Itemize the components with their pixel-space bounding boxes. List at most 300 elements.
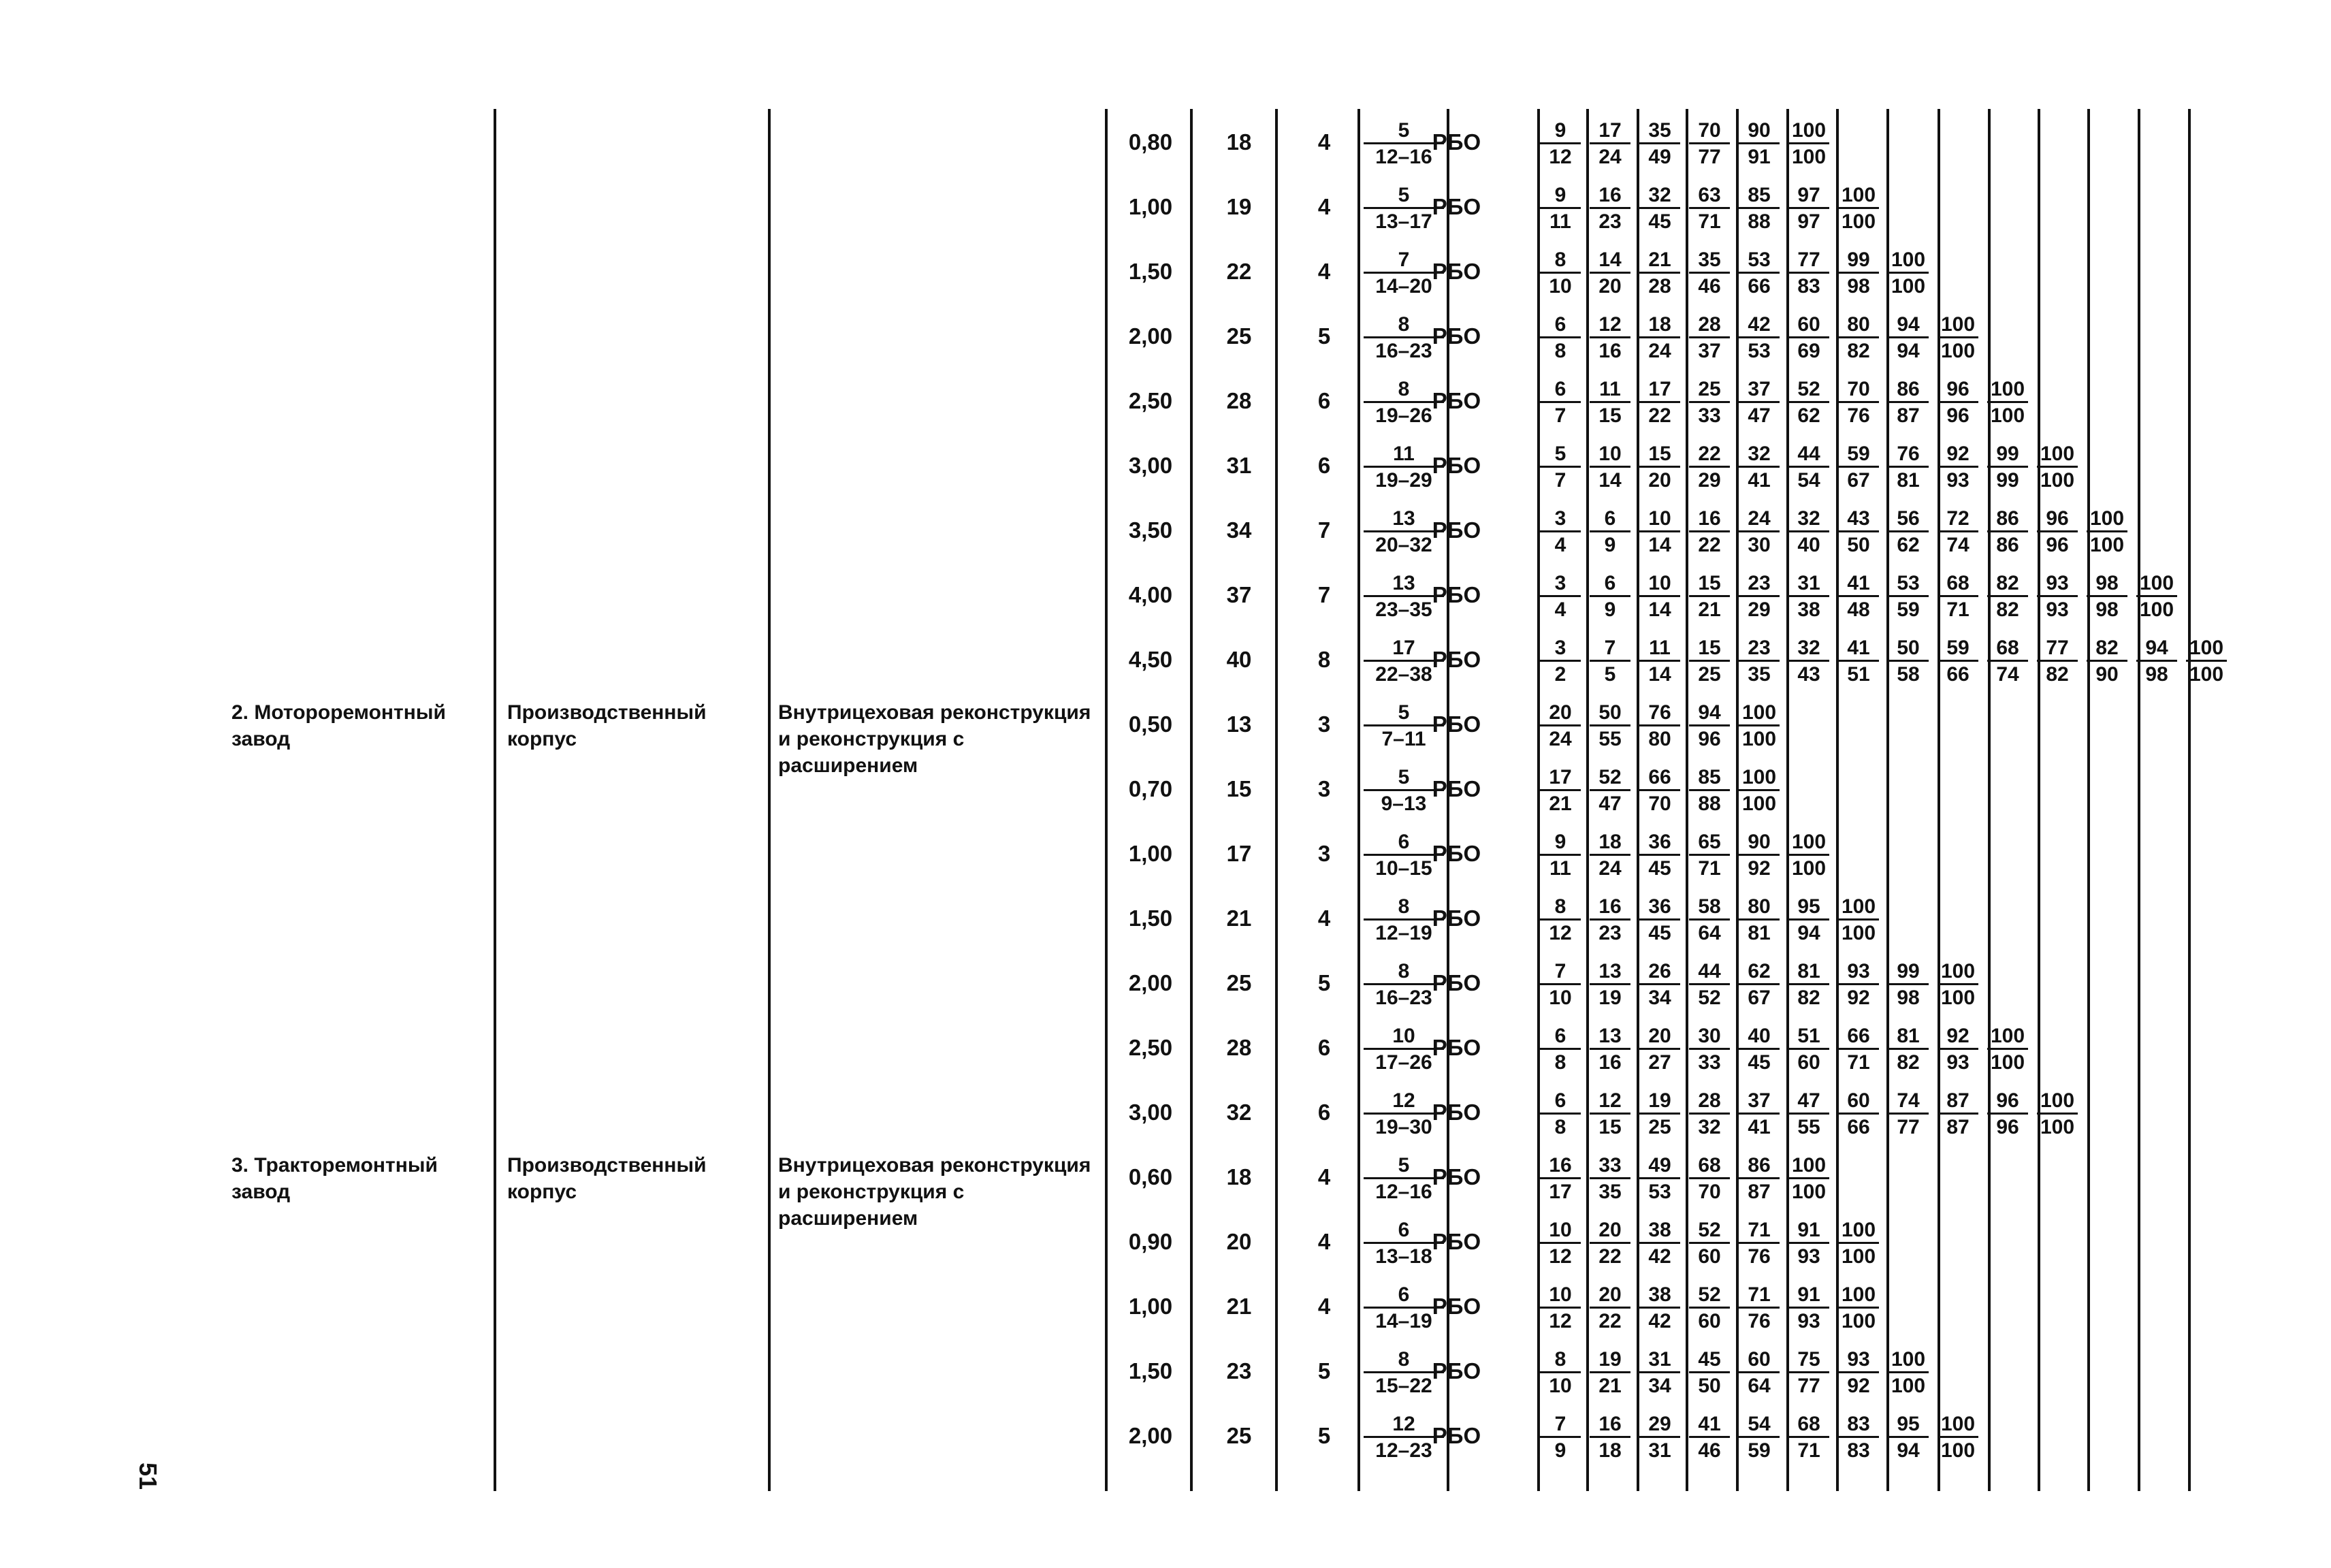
fraction-value — [1639, 1089, 1680, 1139]
coefficient-cell: 1,00 — [1128, 1294, 1173, 1319]
numerator: 10 — [1598, 443, 1622, 465]
fraction-value — [1888, 637, 1929, 686]
stage-count-cell: 4 — [1317, 129, 1331, 155]
stage-count-cell: 3 — [1317, 776, 1331, 801]
fraction-value — [1639, 895, 1680, 945]
denominator: 14–19 — [1364, 1307, 1444, 1333]
fraction-value — [1639, 1413, 1680, 1462]
numerator: 10 — [1549, 1283, 1572, 1306]
denominator: 74 — [1987, 660, 2028, 686]
numerator: 100 — [1841, 1219, 1876, 1241]
denominator: 58 — [1888, 660, 1929, 686]
denominator: 14 — [1639, 660, 1680, 686]
denominator: 34 — [1639, 983, 1680, 1010]
numerator: 17 — [1598, 119, 1622, 142]
fraction-value — [1689, 1154, 1730, 1204]
fraction-value — [1838, 1413, 1879, 1462]
numerator: 100 — [1990, 378, 2025, 400]
fraction-value — [1838, 184, 1879, 234]
numerator: 66 — [1648, 766, 1671, 788]
fraction-value — [1639, 701, 1680, 751]
denominator: 31 — [1639, 1436, 1680, 1462]
fraction-value — [1888, 1025, 1929, 1074]
numerator: 91 — [1797, 1283, 1820, 1306]
denominator: 8 — [1540, 1048, 1581, 1074]
fraction-value — [1540, 1025, 1581, 1074]
duration-cell: 22 — [1226, 259, 1252, 284]
numerator: 80 — [1847, 313, 1870, 336]
denominator: 45 — [1639, 918, 1680, 945]
fraction-value — [1590, 378, 1630, 428]
denominator: 40 — [1788, 530, 1829, 557]
fraction-value — [1739, 572, 1780, 622]
denominator: 14 — [1590, 466, 1630, 492]
denominator: 71 — [1838, 1048, 1879, 1074]
numerator: 96 — [1996, 1089, 2019, 1112]
numerator: 24 — [1748, 507, 1771, 530]
fraction-value — [1689, 572, 1730, 622]
method-cell: РБО — [1432, 1294, 1481, 1319]
fraction-value — [1788, 960, 1829, 1010]
stage-count-cell: 5 — [1317, 970, 1331, 995]
numerator: 6 — [1554, 1025, 1566, 1047]
denominator: 74 — [1938, 530, 1978, 557]
numerator: 47 — [1797, 1089, 1820, 1112]
coefficient-cell: 0,80 — [1128, 129, 1173, 155]
denominator: 10 — [1540, 1371, 1581, 1398]
denominator: 23–35 — [1364, 595, 1444, 622]
numerator: 13 — [1392, 572, 1415, 594]
fraction-value — [1639, 1154, 1680, 1204]
method-cell: РБО — [1432, 194, 1481, 219]
fraction-value — [1639, 1348, 1680, 1398]
fraction-value — [1739, 895, 1780, 945]
denominator: 11 — [1540, 854, 1581, 880]
denominator: 22 — [1689, 530, 1730, 557]
fraction-value — [1788, 443, 1829, 492]
fraction-value — [1788, 1348, 1829, 1398]
fraction-value — [1689, 184, 1730, 234]
coefficient-cell: 2,50 — [1128, 388, 1173, 413]
denominator: 33 — [1689, 401, 1730, 428]
numerator: 54 — [1748, 1413, 1771, 1435]
denominator: 48 — [1838, 595, 1879, 622]
denominator: 20 — [1590, 272, 1630, 298]
fraction-value — [1689, 443, 1730, 492]
denominator: 71 — [1689, 207, 1730, 234]
numerator: 6 — [1398, 831, 1410, 853]
denominator: 12–16 — [1364, 142, 1444, 169]
numerator: 17 — [1392, 637, 1415, 659]
numerator: 6 — [1604, 572, 1616, 594]
stage-count-cell: 6 — [1317, 1035, 1331, 1060]
denominator: 16 — [1590, 336, 1630, 363]
method-cell: РБО — [1432, 1358, 1481, 1383]
fraction-value — [1739, 960, 1780, 1010]
denominator: 100 — [1739, 789, 1780, 816]
numerator: 90 — [1748, 119, 1771, 142]
denominator: 22 — [1639, 401, 1680, 428]
numerator: 100 — [2189, 637, 2224, 659]
fraction-value — [1639, 443, 1680, 492]
method-cell: РБО — [1432, 970, 1481, 995]
denominator: 90 — [2087, 660, 2127, 686]
numerator: 5 — [1398, 184, 1410, 206]
denominator: 99 — [1987, 466, 2028, 492]
fraction-value — [1689, 637, 1730, 686]
denominator: 35 — [1590, 1177, 1630, 1204]
numerator: 36 — [1648, 895, 1671, 918]
numerator: 49 — [1648, 1154, 1671, 1177]
fraction-value — [1590, 119, 1630, 169]
stage-count-cell: 5 — [1317, 1358, 1331, 1383]
denominator: 52 — [1689, 983, 1730, 1010]
numerator: 6 — [1554, 1089, 1566, 1112]
numerator: 58 — [1698, 895, 1721, 918]
numerator: 31 — [1648, 1348, 1671, 1371]
denominator: 27 — [1639, 1048, 1680, 1074]
fraction-value — [1838, 249, 1879, 298]
fraction-value — [1689, 1283, 1730, 1333]
denominator: 82 — [1888, 1048, 1929, 1074]
fraction-value — [1540, 831, 1581, 880]
stage-count-cell: 3 — [1317, 711, 1331, 737]
method-cell: РБО — [1432, 517, 1481, 543]
denominator: 87 — [1938, 1113, 1978, 1139]
fraction-value — [1689, 313, 1730, 363]
denominator: 41 — [1739, 1113, 1780, 1139]
numerator: 32 — [1797, 507, 1820, 530]
denominator: 45 — [1639, 207, 1680, 234]
fraction-value — [1888, 378, 1929, 428]
numerator: 32 — [1748, 443, 1771, 465]
fraction-value — [1788, 119, 1829, 169]
fraction-value — [1888, 507, 1929, 557]
numerator: 52 — [1698, 1219, 1721, 1241]
page-number: 51 — [134, 1462, 162, 1490]
numerator: 19 — [1598, 1348, 1622, 1371]
fraction-value — [1540, 1348, 1581, 1398]
numerator: 77 — [2046, 637, 2069, 659]
numerator: 96 — [1946, 378, 1970, 400]
fraction-value — [1590, 766, 1630, 816]
fraction-value — [1838, 378, 1879, 428]
numerator: 21 — [1648, 249, 1671, 271]
method-cell: РБО — [1432, 129, 1481, 155]
coefficient-cell: 1,00 — [1128, 841, 1173, 866]
duration-cell: 37 — [1226, 582, 1252, 607]
denominator: 33 — [1689, 1048, 1730, 1074]
duration-cell: 34 — [1226, 517, 1252, 543]
numerator: 100 — [2040, 443, 2075, 465]
fraction-value — [1838, 572, 1879, 622]
fraction-value — [2136, 637, 2177, 686]
denominator: 16–23 — [1364, 336, 1444, 363]
numerator: 6 — [1398, 1283, 1410, 1306]
fraction-value — [1938, 1025, 1978, 1074]
fraction-value — [1590, 895, 1630, 945]
numerator: 100 — [2139, 572, 2174, 594]
fraction-value — [1739, 119, 1780, 169]
fraction-value — [1639, 184, 1680, 234]
building-name: Производственный корпус — [507, 701, 707, 750]
fraction-value — [1639, 507, 1680, 557]
fraction-value — [1590, 831, 1630, 880]
numerator: 20 — [1549, 701, 1572, 724]
denominator: 7 — [1540, 401, 1581, 428]
denominator: 69 — [1788, 336, 1829, 363]
fraction-value — [1590, 1283, 1630, 1333]
numerator: 13 — [1392, 507, 1415, 530]
denominator: 76 — [1739, 1242, 1780, 1268]
column-divider — [494, 109, 496, 1491]
fraction-value — [1590, 507, 1630, 557]
fraction-value — [2037, 572, 2078, 622]
fraction-value — [1590, 249, 1630, 298]
fraction-value — [1987, 637, 2028, 686]
fraction-value — [1938, 960, 1978, 1010]
coefficient-cell: 1,50 — [1128, 1358, 1173, 1383]
numerator: 85 — [1748, 184, 1771, 206]
fraction-value — [1590, 443, 1630, 492]
method-cell: РБО — [1432, 1035, 1481, 1060]
numerator: 16 — [1598, 895, 1622, 918]
denominator: 71 — [1938, 595, 1978, 622]
denominator: 46 — [1689, 1436, 1730, 1462]
denominator: 93 — [1788, 1242, 1829, 1268]
numerator: 8 — [1398, 960, 1410, 982]
numerator: 33 — [1598, 1154, 1622, 1177]
numerator: 9 — [1554, 119, 1566, 142]
coefficient-cell: 3,00 — [1128, 453, 1173, 478]
numerator: 71 — [1748, 1283, 1771, 1306]
numerator: 11 — [1393, 443, 1415, 465]
fraction-value — [1788, 1089, 1829, 1139]
numerator: 35 — [1698, 249, 1721, 271]
numerator: 37 — [1748, 378, 1771, 400]
numerator: 68 — [1996, 637, 2019, 659]
stage-count-cell: 6 — [1317, 388, 1331, 413]
fraction-value — [1739, 443, 1780, 492]
method-cell: РБО — [1432, 1229, 1481, 1254]
fraction-value — [1590, 960, 1630, 1010]
duration-cell: 32 — [1226, 1100, 1252, 1125]
denominator: 81 — [1739, 918, 1780, 945]
numerator: 100 — [1990, 1025, 2025, 1047]
fraction-value — [1540, 1283, 1581, 1333]
numerator: 38 — [1648, 1219, 1671, 1241]
denominator: 100 — [1788, 854, 1829, 880]
fraction-value — [1540, 1219, 1581, 1268]
denominator: 15–22 — [1364, 1371, 1444, 1398]
denominator: 60 — [1689, 1242, 1730, 1268]
numerator: 68 — [1797, 1413, 1820, 1435]
denominator: 10–15 — [1364, 854, 1444, 880]
column-divider — [1275, 109, 1278, 1491]
denominator: 94 — [1788, 918, 1829, 945]
duration-cell: 28 — [1226, 1035, 1252, 1060]
denominator: 66 — [1938, 660, 1978, 686]
numerator: 30 — [1698, 1025, 1721, 1047]
duration-cell: 28 — [1226, 388, 1252, 413]
stage-count-cell: 5 — [1317, 323, 1331, 349]
column-divider — [1357, 109, 1360, 1491]
numerator: 74 — [1897, 1089, 1920, 1112]
fraction-value — [1987, 443, 2028, 492]
fraction-value — [1888, 572, 1929, 622]
numerator: 15 — [1698, 572, 1721, 594]
numerator: 14 — [1598, 249, 1622, 271]
numerator: 11 — [1599, 378, 1621, 400]
method-cell: РБО — [1432, 647, 1481, 672]
numerator: 11 — [1649, 637, 1671, 659]
numerator: 100 — [1791, 119, 1827, 142]
fraction-value — [1739, 1154, 1780, 1204]
denominator: 54 — [1788, 466, 1829, 492]
method-cell: РБО — [1432, 1100, 1481, 1125]
denominator: 47 — [1739, 401, 1780, 428]
fraction-value — [1689, 1025, 1730, 1074]
numerator: 82 — [1996, 572, 2019, 594]
fraction-value — [1788, 1154, 1829, 1204]
fraction-value — [1590, 1154, 1630, 1204]
numerator: 99 — [1897, 960, 1920, 982]
fraction-value — [1739, 1089, 1780, 1139]
denominator: 98 — [1888, 983, 1929, 1010]
stage-count-cell: 7 — [1317, 582, 1331, 607]
fraction-value — [2087, 637, 2127, 686]
construction-type: Внутрицеховая реконструкция и реконструкция с расширением — [778, 1154, 1091, 1230]
numerator: 75 — [1797, 1348, 1820, 1371]
denominator: 76 — [1838, 401, 1879, 428]
denominator: 29 — [1739, 595, 1780, 622]
numerator: 7 — [1398, 249, 1410, 271]
numerator: 28 — [1698, 313, 1721, 336]
denominator: 19–29 — [1364, 466, 1444, 492]
duration-cell: 25 — [1226, 1423, 1252, 1448]
denominator: 82 — [2037, 660, 2078, 686]
numerator: 51 — [1797, 1025, 1820, 1047]
fraction-value — [1540, 249, 1581, 298]
numerator: 10 — [1648, 572, 1671, 594]
denominator: 70 — [1689, 1177, 1730, 1204]
duration-cell: 20 — [1226, 1229, 1252, 1254]
fraction-value — [1788, 895, 1829, 945]
fraction-value — [2087, 572, 2127, 622]
denominator: 94 — [1888, 1436, 1929, 1462]
numerator: 96 — [2046, 507, 2069, 530]
numerator: 6 — [1554, 378, 1566, 400]
fraction-value — [1540, 572, 1581, 622]
fraction-value — [1788, 637, 1829, 686]
numerator: 94 — [1698, 701, 1721, 724]
numerator: 20 — [1598, 1219, 1622, 1241]
duration-cell: 15 — [1226, 776, 1252, 801]
column-divider — [1105, 109, 1108, 1491]
denominator: 14–20 — [1364, 272, 1444, 298]
fraction-value — [1689, 960, 1730, 1010]
denominator: 82 — [1838, 336, 1879, 363]
numerator: 85 — [1698, 766, 1721, 788]
numerator: 100 — [1841, 184, 1876, 206]
fraction-value — [2037, 443, 2078, 492]
numerator: 10 — [1648, 507, 1671, 530]
denominator: 5 — [1590, 660, 1630, 686]
numerator: 63 — [1698, 184, 1721, 206]
numerator: 76 — [1897, 443, 1920, 465]
numerator: 83 — [1847, 1413, 1870, 1435]
fraction-value — [1590, 313, 1630, 363]
fraction-value — [2136, 572, 2177, 622]
denominator: 96 — [1689, 724, 1730, 751]
denominator: 66 — [1739, 272, 1780, 298]
stage-count-cell: 4 — [1317, 1229, 1331, 1254]
numerator: 20 — [1598, 1283, 1622, 1306]
numerator: 5 — [1554, 443, 1566, 465]
stage-count-cell: 6 — [1317, 453, 1331, 478]
denominator: 15 — [1590, 401, 1630, 428]
denominator: 51 — [1838, 660, 1879, 686]
denominator: 17–26 — [1364, 1048, 1444, 1074]
denominator: 100 — [1838, 1307, 1879, 1333]
numerator: 17 — [1549, 766, 1572, 788]
numerator: 100 — [1841, 895, 1876, 918]
numerator: 81 — [1897, 1025, 1920, 1047]
method-cell: РБО — [1432, 906, 1481, 931]
denominator: 100 — [1987, 401, 2028, 428]
fraction-value — [1788, 249, 1829, 298]
denominator: 77 — [1888, 1113, 1929, 1139]
numerator: 37 — [1748, 1089, 1771, 1112]
stage-count-cell: 4 — [1317, 1164, 1331, 1189]
denominator: 20 — [1639, 466, 1680, 492]
duration-cell: 25 — [1226, 323, 1252, 349]
denominator: 46 — [1689, 272, 1730, 298]
denominator: 100 — [1788, 142, 1829, 169]
duration-cell: 17 — [1226, 841, 1252, 866]
fraction-value — [1987, 1025, 2028, 1074]
fraction-value — [1639, 313, 1680, 363]
numerator: 44 — [1797, 443, 1820, 465]
fraction-value — [1739, 766, 1780, 816]
numerator: 5 — [1398, 119, 1410, 142]
fraction-value — [1739, 1283, 1780, 1333]
numerator: 29 — [1648, 1413, 1671, 1435]
numerator: 16 — [1698, 507, 1721, 530]
denominator: 11 — [1540, 207, 1581, 234]
fraction-value — [1590, 1348, 1630, 1398]
numerator: 72 — [1946, 507, 1970, 530]
numerator: 94 — [1897, 313, 1920, 336]
denominator: 15 — [1590, 1113, 1630, 1139]
denominator: 100 — [1838, 1242, 1879, 1268]
numerator: 65 — [1698, 831, 1721, 853]
denominator: 12–23 — [1364, 1436, 1444, 1462]
numerator: 86 — [1996, 507, 2019, 530]
numerator: 77 — [1797, 249, 1820, 271]
numerator: 76 — [1648, 701, 1671, 724]
fraction-value — [1739, 637, 1780, 686]
denominator: 37 — [1689, 336, 1730, 363]
denominator: 10 — [1540, 983, 1581, 1010]
coefficient-cell: 3,00 — [1128, 1100, 1173, 1125]
denominator: 59 — [1739, 1436, 1780, 1462]
fraction-value — [1838, 1089, 1879, 1139]
denominator: 96 — [2037, 530, 2078, 557]
denominator: 43 — [1788, 660, 1829, 686]
fraction-value — [1590, 184, 1630, 234]
denominator: 77 — [1788, 1371, 1829, 1398]
